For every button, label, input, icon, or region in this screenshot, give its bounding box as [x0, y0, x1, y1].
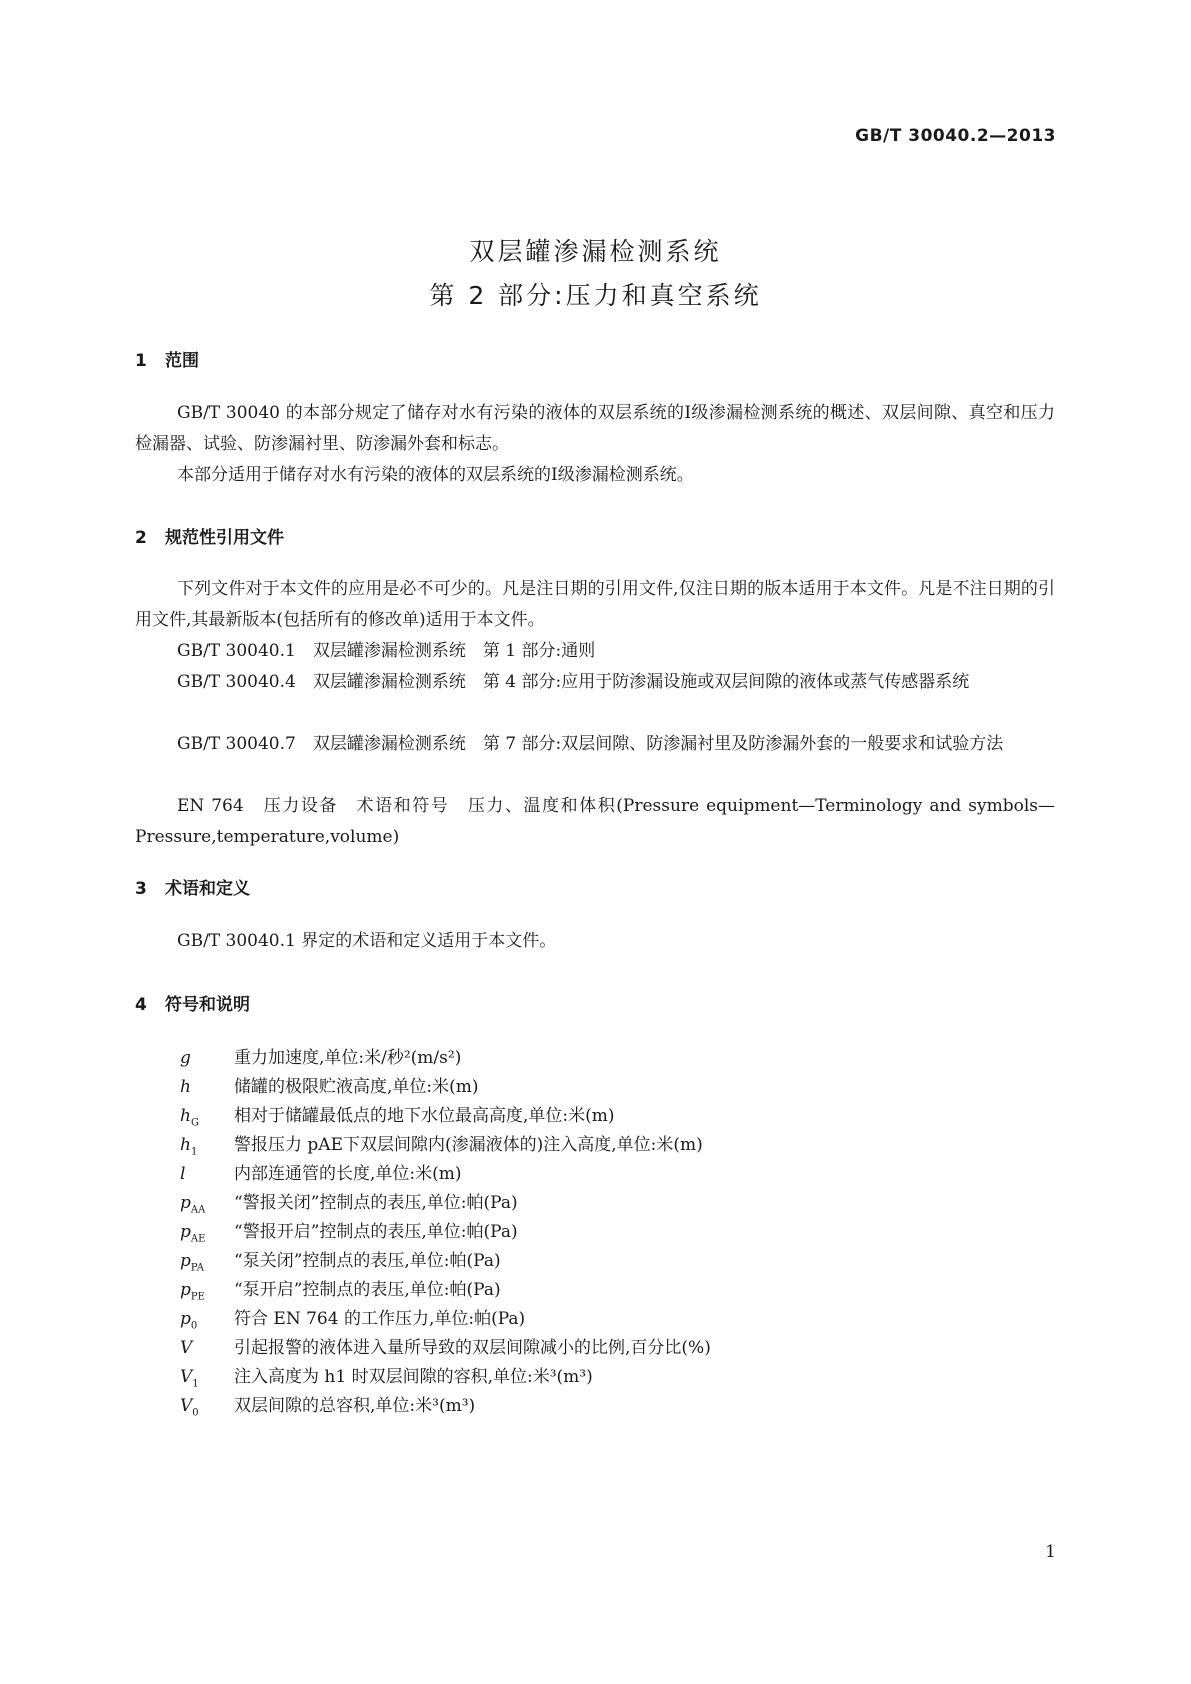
symbol-row [180, 1159, 1080, 1189]
section-number: 2 [135, 528, 147, 548]
symbol: $V_1$ [180, 1367, 199, 1390]
section-2-paragraph-1: 下列文件对于本文件的应用是必不可少的。凡是注日期的引用文件,仅注日期的版本适用于本文件。凡是不注日期的引用文件,其最新版本(包括所有的修改单)适用于本文件。 [135, 579, 1055, 630]
section-2-heading [135, 523, 284, 548]
symbol: $V_0$ [180, 1396, 199, 1419]
symbol-row [180, 1072, 1080, 1102]
symbol-description: 引起报警的液体进入量所导致的双层间隙减小的比例,百分比(%) [234, 1338, 711, 1358]
symbol: h [180, 1077, 191, 1097]
symbol-description: 相对于储罐最低点的地下水位最高高度,单位:米(m) [234, 1106, 615, 1126]
symbol-row [180, 1246, 1080, 1276]
symbol-description: 符合 EN 764 的工作压力,单位:帕(Pa) [234, 1309, 526, 1329]
symbol-row [180, 1304, 1080, 1334]
section-number: 1 [135, 351, 147, 371]
symbol-description: “泵关闭”控制点的表压,单位:帕(Pa) [234, 1251, 501, 1271]
symbol-row [180, 1275, 1080, 1305]
page-number: 1 [1045, 1542, 1056, 1562]
symbol: V [180, 1338, 193, 1358]
section-1-heading [135, 346, 199, 371]
symbol-description: 储罐的极限贮液高度,单位:米(m) [234, 1077, 479, 1097]
symbol-description: 注入高度为 h1 时双层间隙的容积,单位:米³(m³) [234, 1367, 593, 1387]
reference-item: GB/T 30040.4 双层罐渗漏检测系统 第 4 部分:应用于防渗漏设施或双层间隙的液体或蒸气传感器系统 [177, 672, 970, 692]
section-1-paragraph-2: 本部分适用于储存对水有污染的液体的双层系统的Ⅰ级渗漏检测系统。 [177, 465, 694, 485]
symbol: $p_{AA}$ [180, 1193, 206, 1216]
reference-item: GB/T 30040.1 双层罐渗漏检测系统 第 1 部分:通则 [177, 641, 596, 661]
section-title: 规范性引用文件 [165, 528, 284, 548]
symbol-description: “泵开启”控制点的表压,单位:帕(Pa) [234, 1280, 501, 1300]
title-line-1: 双层罐渗漏检测系统 [469, 237, 722, 266]
section-4-heading [135, 990, 250, 1015]
symbol-description: “警报开启”控制点的表压,单位:帕(Pa) [234, 1222, 518, 1242]
symbol: g [180, 1048, 191, 1068]
symbol-description: 重力加速度,单位:米/秒²(m/s²) [234, 1048, 462, 1068]
symbol-description: 双层间隙的总容积,单位:米³(m³) [234, 1396, 476, 1416]
reference-item: GB/T 30040.7 双层罐渗漏检测系统 第 7 部分:双层间隙、防渗漏衬里及防渗漏外套的一般要求和试验方法 [177, 734, 1004, 754]
symbol-description: 内部连通管的长度,单位:米(m) [234, 1164, 462, 1184]
title-line-2: 第 2 部分:压力和真空系统 [429, 281, 762, 310]
symbol-row [180, 1333, 1080, 1363]
section-title: 符号和说明 [165, 995, 250, 1015]
symbol-row [180, 1101, 1080, 1131]
section-number: 4 [135, 995, 147, 1015]
symbol-row [180, 1391, 1080, 1421]
section-1-paragraph-1: GB/T 30040 的本部分规定了储存对水有污染的液体的双层系统的Ⅰ级渗漏检测系统的概述、双层间隙、真空和压力检漏器、试验、防渗漏衬里、防渗漏外套和标志。 [135, 403, 1055, 454]
symbol-description: “警报关闭”控制点的表压,单位:帕(Pa) [234, 1193, 518, 1213]
section-title: 术语和定义 [165, 879, 250, 899]
symbol-row [180, 1188, 1080, 1218]
reference-item: EN 764 压力设备 术语和符号 压力、温度和体积(Pressure equipment—Terminology and symbols—Pressure,temperature,volume) [135, 796, 1055, 847]
symbol-description: 警报压力 pAE下双层间隙内(渗漏液体的)注入高度,单位:米(m) [234, 1135, 703, 1155]
symbol-row [180, 1217, 1080, 1247]
symbol: $h_1$ [180, 1135, 198, 1158]
symbol: $p_{PA}$ [180, 1251, 204, 1274]
symbol: $p_{AE}$ [180, 1222, 206, 1245]
symbol-row [180, 1362, 1080, 1392]
section-title: 范围 [165, 351, 199, 371]
symbol: $h_G$ [180, 1106, 199, 1129]
section-3-heading [135, 874, 250, 899]
symbol-row [180, 1130, 1080, 1160]
section-3-paragraph-1: GB/T 30040.1 界定的术语和定义适用于本文件。 [177, 931, 557, 951]
symbol: $p_{PE}$ [180, 1280, 205, 1303]
section-number: 3 [135, 879, 147, 899]
symbol: $p_0$ [180, 1309, 198, 1332]
symbol-row [180, 1043, 1080, 1073]
standard-code: GB/T 30040.2—2013 [855, 126, 1056, 146]
symbol: l [180, 1164, 186, 1184]
